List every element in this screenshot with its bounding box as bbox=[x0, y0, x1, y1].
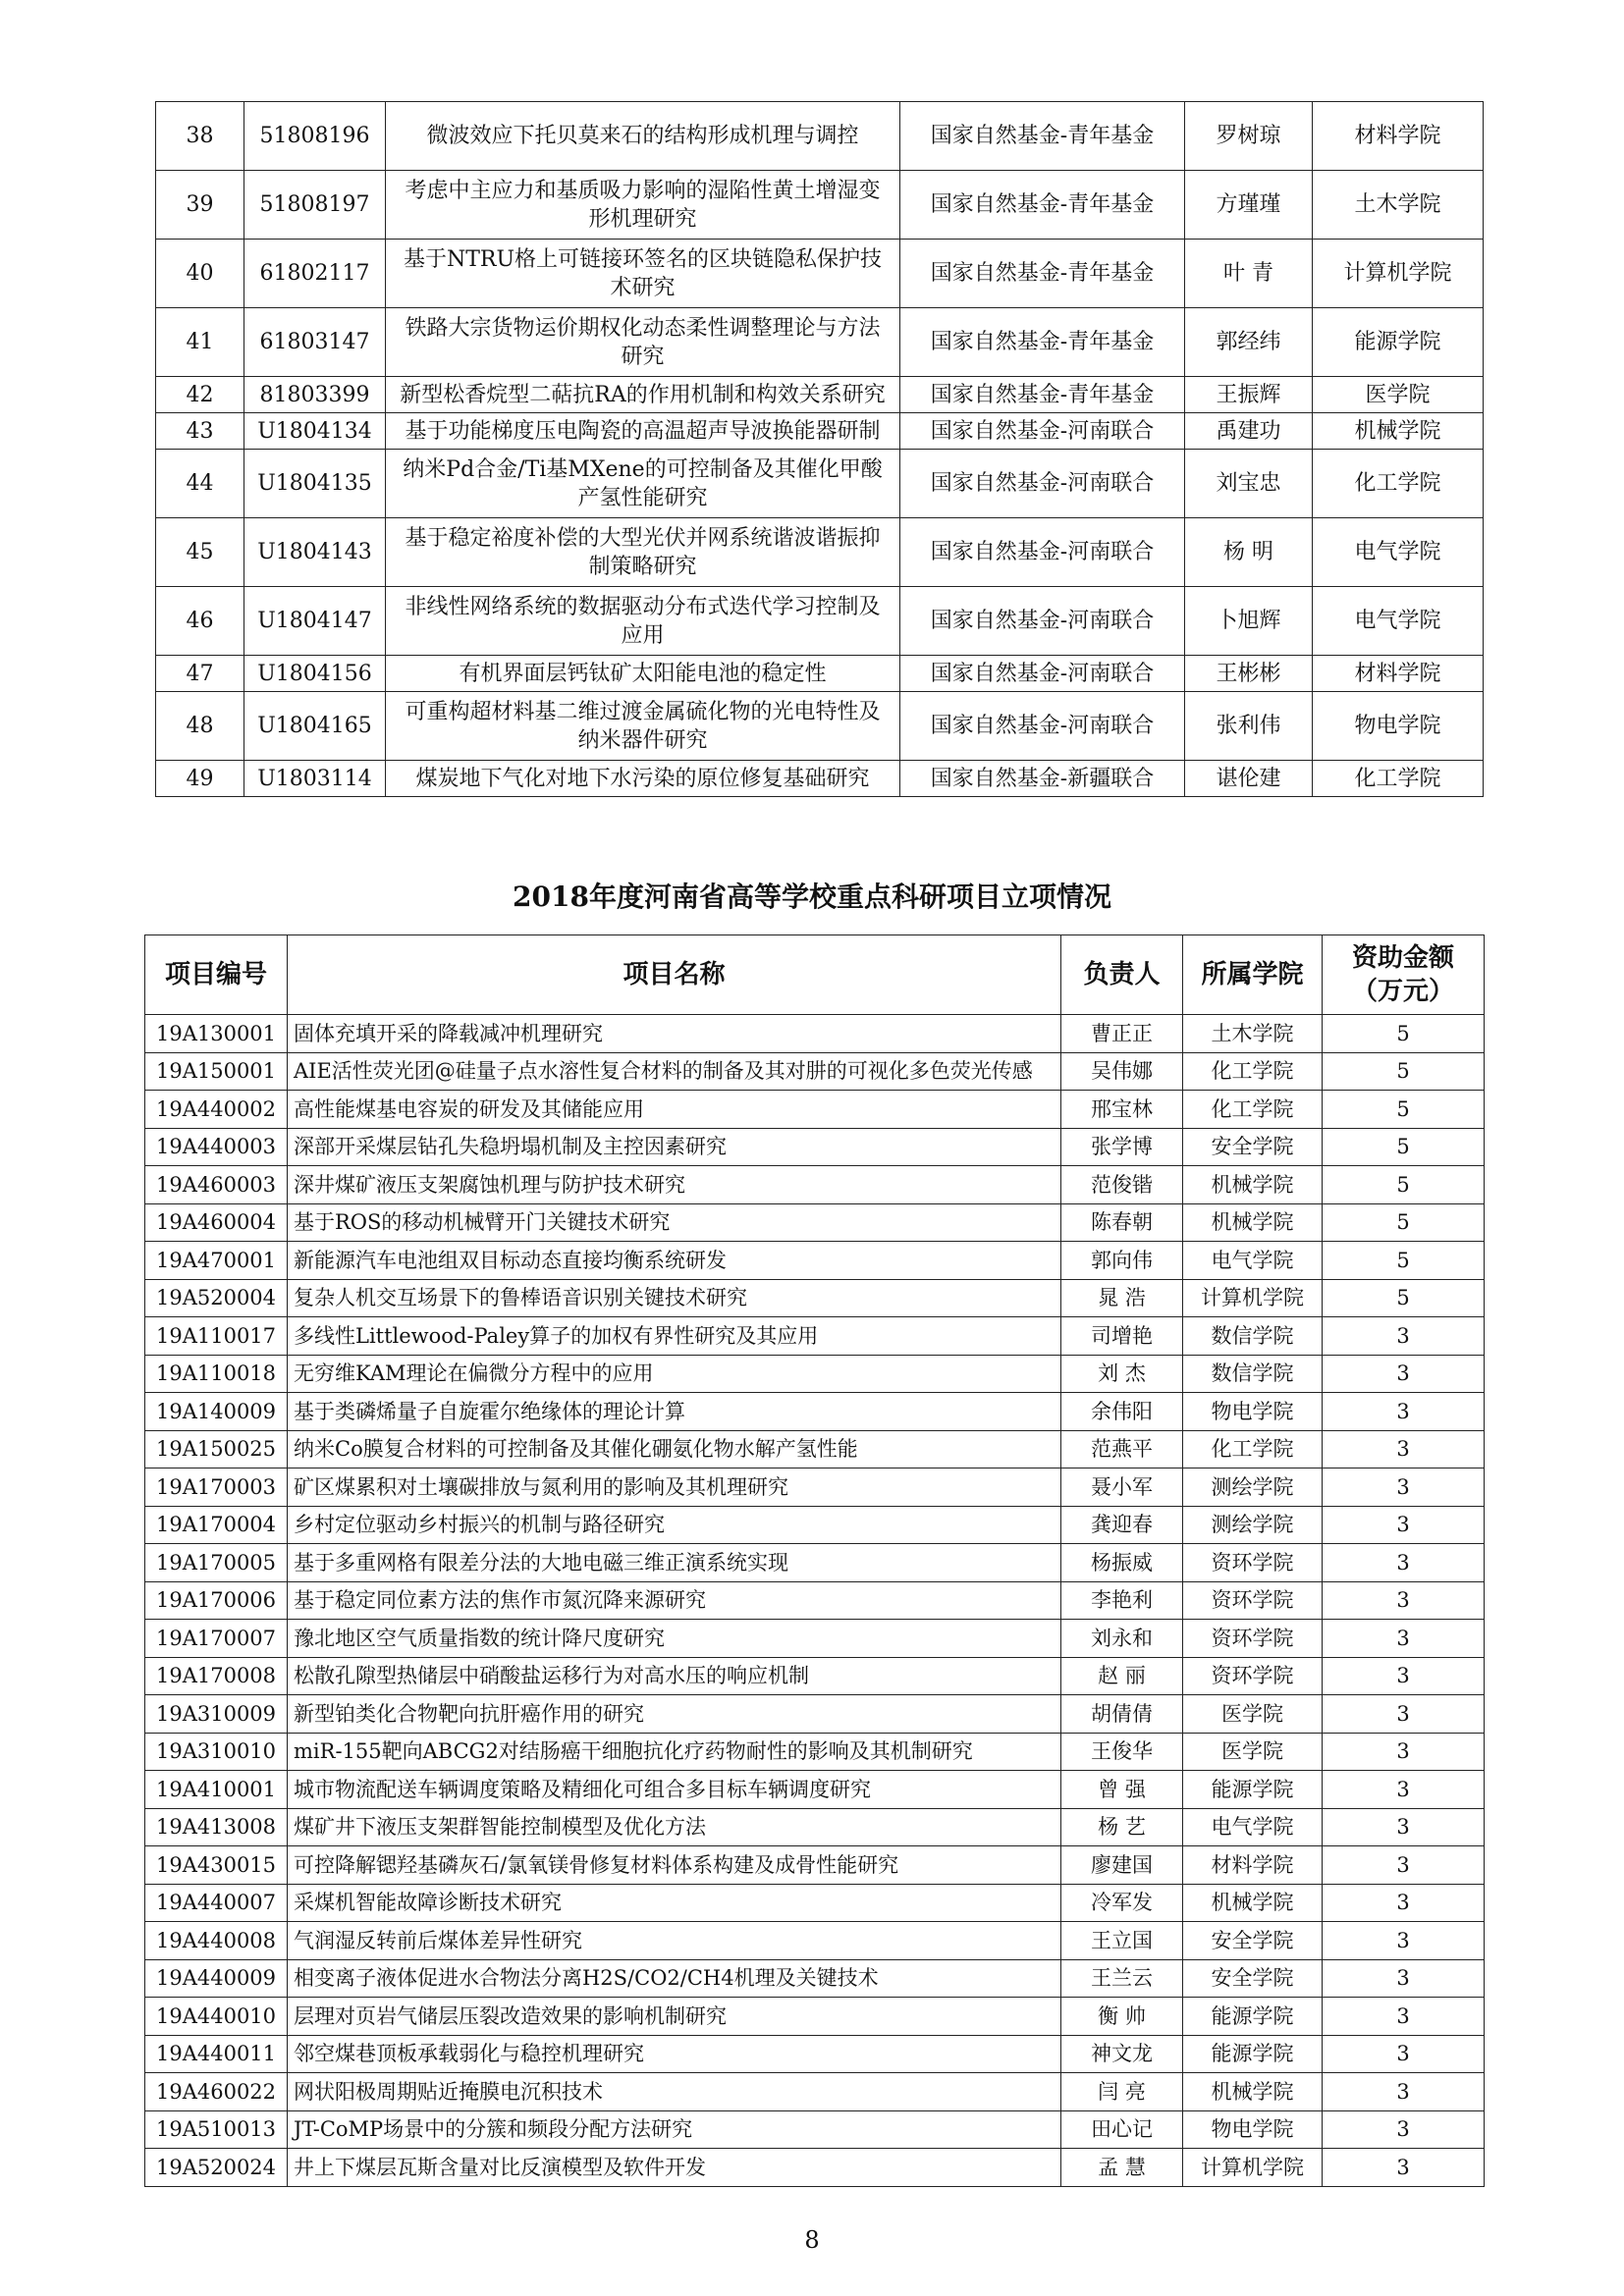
table-row bbox=[145, 1808, 1485, 1846]
project-title: 考虑中主应力和基质吸力影响的湿陷性黄土增湿变形机理研究 bbox=[386, 171, 900, 240]
project-code: 19A430015 bbox=[145, 1846, 288, 1885]
header-row bbox=[145, 935, 1485, 1015]
project-leader: 范俊锴 bbox=[1061, 1166, 1183, 1204]
funding-amount: 3 bbox=[1323, 2035, 1485, 2073]
table-row bbox=[145, 2073, 1485, 2111]
funding-source: 国家自然基金-青年基金 bbox=[900, 377, 1185, 413]
project-title: 基于NTRU格上可链接环签名的区块链隐私保护技术研究 bbox=[386, 240, 900, 308]
project-leader: 王俊华 bbox=[1061, 1733, 1183, 1771]
project-code: 19A310010 bbox=[145, 1733, 288, 1771]
project-title: 新型松香烷型二萜抗RA的作用机制和构效关系研究 bbox=[386, 377, 900, 413]
header-leader: 负责人 bbox=[1061, 935, 1183, 1015]
project-leader: 杨振威 bbox=[1061, 1544, 1183, 1582]
header-code: 项目编号 bbox=[145, 935, 288, 1015]
table-row bbox=[145, 1468, 1485, 1507]
funding-amount: 5 bbox=[1323, 1052, 1485, 1091]
funding-amount: 3 bbox=[1323, 1620, 1485, 1658]
project-code: 19A440002 bbox=[145, 1091, 288, 1129]
table-row bbox=[145, 1771, 1485, 1809]
project-leader: 方瑾瑾 bbox=[1185, 171, 1313, 240]
project-title: 采煤机智能故障诊断技术研究 bbox=[288, 1884, 1061, 1922]
table-row bbox=[145, 1015, 1485, 1053]
funding-source: 国家自然基金-新疆联合 bbox=[900, 761, 1185, 797]
project-leader: 刘 杰 bbox=[1061, 1355, 1183, 1393]
college-name: 电气学院 bbox=[1313, 587, 1484, 656]
table-row bbox=[145, 1544, 1485, 1582]
college-name: 化工学院 bbox=[1313, 450, 1484, 518]
table-row bbox=[145, 1695, 1485, 1734]
college-name: 计算机学院 bbox=[1313, 240, 1484, 308]
project-leader: 衡 帅 bbox=[1061, 1998, 1183, 2036]
funding-amount: 3 bbox=[1323, 1884, 1485, 1922]
college-name: 计算机学院 bbox=[1183, 2149, 1323, 2187]
project-code: 19A170006 bbox=[145, 1581, 288, 1620]
funding-amount: 3 bbox=[1323, 1317, 1485, 1356]
row-number: 48 bbox=[156, 692, 244, 761]
table-row bbox=[145, 1922, 1485, 1960]
funding-amount: 5 bbox=[1323, 1015, 1485, 1053]
row-number: 49 bbox=[156, 761, 244, 797]
table-row bbox=[145, 1998, 1485, 2036]
table-row bbox=[145, 1128, 1485, 1166]
funding-source: 国家自然基金-河南联合 bbox=[900, 656, 1185, 692]
funding-source: 国家自然基金-青年基金 bbox=[900, 308, 1185, 377]
funding-amount: 3 bbox=[1323, 1581, 1485, 1620]
project-title: 邻空煤巷顶板承载弱化与稳控机理研究 bbox=[288, 2035, 1061, 2073]
project-code: 61802117 bbox=[244, 240, 386, 308]
project-code: 19A140009 bbox=[145, 1393, 288, 1431]
header-college: 所属学院 bbox=[1183, 935, 1323, 1015]
funding-amount: 3 bbox=[1323, 2110, 1485, 2149]
college-name: 化工学院 bbox=[1313, 761, 1484, 797]
header-title: 项目名称 bbox=[288, 935, 1061, 1015]
project-code: U1804134 bbox=[244, 413, 386, 450]
project-title: 纳米Co膜复合材料的可控制备及其催化硼氨化物水解产氢性能 bbox=[288, 1430, 1061, 1468]
project-code: 19A460003 bbox=[145, 1166, 288, 1204]
project-title: 豫北地区空气质量指数的统计降尺度研究 bbox=[288, 1620, 1061, 1658]
project-code: 19A110017 bbox=[145, 1317, 288, 1356]
college-name: 医学院 bbox=[1313, 377, 1484, 413]
project-leader: 胡倩倩 bbox=[1061, 1695, 1183, 1734]
table-row bbox=[145, 1166, 1485, 1204]
table-row bbox=[156, 102, 1484, 171]
table-row bbox=[156, 377, 1484, 413]
project-title: 非线性网络系统的数据驱动分布式迭代学习控制及应用 bbox=[386, 587, 900, 656]
project-leader: 余伟阳 bbox=[1061, 1393, 1183, 1431]
project-code: 19A150025 bbox=[145, 1430, 288, 1468]
college-name: 化工学院 bbox=[1183, 1430, 1323, 1468]
funding-amount: 3 bbox=[1323, 1355, 1485, 1393]
project-leader: 王彬彬 bbox=[1185, 656, 1313, 692]
project-leader: 卜旭辉 bbox=[1185, 587, 1313, 656]
funding-amount: 3 bbox=[1323, 1430, 1485, 1468]
project-title: 井上下煤层瓦斯含量对比反演模型及软件开发 bbox=[288, 2149, 1061, 2187]
project-code: 19A440008 bbox=[145, 1922, 288, 1960]
project-title: 基于稳定裕度补偿的大型光伏并网系统谐波谐振抑制策略研究 bbox=[386, 518, 900, 587]
project-code: 19A413008 bbox=[145, 1808, 288, 1846]
project-title: 层理对页岩气储层压裂改造效果的影响机制研究 bbox=[288, 1998, 1061, 2036]
project-title: 网状阳极周期贴近掩膜电沉积技术 bbox=[288, 2073, 1061, 2111]
project-leader: 赵 丽 bbox=[1061, 1657, 1183, 1695]
college-name: 能源学院 bbox=[1313, 308, 1484, 377]
funding-amount: 5 bbox=[1323, 1128, 1485, 1166]
funding-amount: 5 bbox=[1323, 1242, 1485, 1280]
project-code: 81803399 bbox=[244, 377, 386, 413]
college-name: 数信学院 bbox=[1183, 1317, 1323, 1356]
table-row bbox=[145, 1091, 1485, 1129]
college-name: 材料学院 bbox=[1313, 102, 1484, 171]
college-name: 机械学院 bbox=[1183, 1203, 1323, 1242]
project-code: U1804143 bbox=[244, 518, 386, 587]
college-name: 化工学院 bbox=[1183, 1091, 1323, 1129]
project-title: 铁路大宗货物运价期权化动态柔性调整理论与方法研究 bbox=[386, 308, 900, 377]
project-title: 气润湿反转前后煤体差异性研究 bbox=[288, 1922, 1061, 1960]
funding-amount: 3 bbox=[1323, 1771, 1485, 1809]
henan-key-projects-table bbox=[144, 934, 1485, 2187]
funding-amount: 3 bbox=[1323, 1922, 1485, 1960]
row-number: 42 bbox=[156, 377, 244, 413]
project-title: 基于功能梯度压电陶瓷的高温超声导波换能器研制 bbox=[386, 413, 900, 450]
project-title: 煤炭地下气化对地下水污染的原位修复基础研究 bbox=[386, 761, 900, 797]
table-row bbox=[145, 2149, 1485, 2187]
college-name: 化工学院 bbox=[1183, 1052, 1323, 1091]
project-title: 微波效应下托贝莫来石的结构形成机理与调控 bbox=[386, 102, 900, 171]
project-title: 有机界面层钙钛矿太阳能电池的稳定性 bbox=[386, 656, 900, 692]
project-title: 松散孔隙型热储层中硝酸盐运移行为对高水压的响应机制 bbox=[288, 1657, 1061, 1695]
college-name: 电气学院 bbox=[1183, 1242, 1323, 1280]
project-code: 19A170008 bbox=[145, 1657, 288, 1695]
project-code: 19A310009 bbox=[145, 1695, 288, 1734]
project-title: 新型铂类化合物靶向抗肝癌作用的研究 bbox=[288, 1695, 1061, 1734]
project-title: 乡村定位驱动乡村振兴的机制与路径研究 bbox=[288, 1506, 1061, 1544]
project-title: 基于稳定同位素方法的焦作市氮沉降来源研究 bbox=[288, 1581, 1061, 1620]
project-title: 多线性Littlewood-Paley算子的加权有界性研究及其应用 bbox=[288, 1317, 1061, 1356]
college-name: 能源学院 bbox=[1183, 1771, 1323, 1809]
row-number: 46 bbox=[156, 587, 244, 656]
funding-amount: 3 bbox=[1323, 1393, 1485, 1431]
project-leader: 王振辉 bbox=[1185, 377, 1313, 413]
project-title: 城市物流配送车辆调度策略及精细化可组合多目标车辆调度研究 bbox=[288, 1771, 1061, 1809]
project-code: 19A170004 bbox=[145, 1506, 288, 1544]
project-title: 可重构超材料基二维过渡金属硫化物的光电特性及纳米器件研究 bbox=[386, 692, 900, 761]
college-name: 物电学院 bbox=[1183, 2110, 1323, 2149]
row-number: 45 bbox=[156, 518, 244, 587]
row-number: 40 bbox=[156, 240, 244, 308]
college-name: 资环学院 bbox=[1183, 1581, 1323, 1620]
project-title: 固体充填开采的降载减冲机理研究 bbox=[288, 1015, 1061, 1053]
project-leader: 司增艳 bbox=[1061, 1317, 1183, 1356]
nsfc-projects-table bbox=[155, 101, 1484, 797]
project-code: 19A170003 bbox=[145, 1468, 288, 1507]
project-code: 19A470001 bbox=[145, 1242, 288, 1280]
project-leader: 罗树琼 bbox=[1185, 102, 1313, 171]
funding-source: 国家自然基金-河南联合 bbox=[900, 692, 1185, 761]
project-leader: 范燕平 bbox=[1061, 1430, 1183, 1468]
table-row bbox=[156, 518, 1484, 587]
college-name: 电气学院 bbox=[1313, 518, 1484, 587]
project-code: 19A170007 bbox=[145, 1620, 288, 1658]
project-title: 深部开采煤层钻孔失稳坍塌机制及主控因素研究 bbox=[288, 1128, 1061, 1166]
project-code: 61803147 bbox=[244, 308, 386, 377]
project-code: 19A440011 bbox=[145, 2035, 288, 2073]
project-code: 19A520024 bbox=[145, 2149, 288, 2187]
table-row bbox=[145, 1884, 1485, 1922]
row-number: 38 bbox=[156, 102, 244, 171]
funding-amount: 3 bbox=[1323, 1695, 1485, 1734]
project-code: 19A440007 bbox=[145, 1884, 288, 1922]
funding-amount: 3 bbox=[1323, 1506, 1485, 1544]
project-leader: 曹正正 bbox=[1061, 1015, 1183, 1053]
project-code: 19A510013 bbox=[145, 2110, 288, 2149]
project-leader: 刘永和 bbox=[1061, 1620, 1183, 1658]
funding-amount: 3 bbox=[1323, 1657, 1485, 1695]
project-title: 基于类磷烯量子自旋霍尔绝缘体的理论计算 bbox=[288, 1393, 1061, 1431]
funding-amount: 3 bbox=[1323, 1846, 1485, 1885]
project-code: 19A110018 bbox=[145, 1355, 288, 1393]
college-name: 机械学院 bbox=[1183, 2073, 1323, 2111]
project-title: 矿区煤累积对土壤碳排放与氮利用的影响及其机理研究 bbox=[288, 1468, 1061, 1507]
college-name: 测绘学院 bbox=[1183, 1506, 1323, 1544]
project-title: 新能源汽车电池组双目标动态直接均衡系统研发 bbox=[288, 1242, 1061, 1280]
college-name: 能源学院 bbox=[1183, 1998, 1323, 2036]
project-title: 无穷维KAM理论在偏微分方程中的应用 bbox=[288, 1355, 1061, 1393]
college-name: 安全学院 bbox=[1183, 1128, 1323, 1166]
project-leader: 田心记 bbox=[1061, 2110, 1183, 2149]
table-row bbox=[145, 1846, 1485, 1885]
funding-amount: 3 bbox=[1323, 2073, 1485, 2111]
project-leader: 王立国 bbox=[1061, 1922, 1183, 1960]
table-row bbox=[145, 1052, 1485, 1091]
project-title: JT-CoMP场景中的分簇和频段分配方法研究 bbox=[288, 2110, 1061, 2149]
college-name: 安全学院 bbox=[1183, 1959, 1323, 1998]
college-name: 资环学院 bbox=[1183, 1544, 1323, 1582]
project-title: 高性能煤基电容炭的研发及其储能应用 bbox=[288, 1091, 1061, 1129]
table-row bbox=[145, 1506, 1485, 1544]
table-row bbox=[145, 1393, 1485, 1431]
college-name: 物电学院 bbox=[1183, 1393, 1323, 1431]
project-leader: 邢宝林 bbox=[1061, 1091, 1183, 1129]
project-code: U1804156 bbox=[244, 656, 386, 692]
project-leader: 谌伦建 bbox=[1185, 761, 1313, 797]
college-name: 电气学院 bbox=[1183, 1808, 1323, 1846]
row-number: 39 bbox=[156, 171, 244, 240]
table-row bbox=[156, 587, 1484, 656]
college-name: 土木学院 bbox=[1183, 1015, 1323, 1053]
project-leader: 禹建功 bbox=[1185, 413, 1313, 450]
project-leader: 郭向伟 bbox=[1061, 1242, 1183, 1280]
funding-amount: 5 bbox=[1323, 1203, 1485, 1242]
project-code: 19A440010 bbox=[145, 1998, 288, 2036]
table-row bbox=[145, 1317, 1485, 1356]
funding-amount: 3 bbox=[1323, 1733, 1485, 1771]
table-row bbox=[156, 240, 1484, 308]
funding-amount: 3 bbox=[1323, 1998, 1485, 2036]
funding-source: 国家自然基金-河南联合 bbox=[900, 413, 1185, 450]
funding-source: 国家自然基金-河南联合 bbox=[900, 450, 1185, 518]
row-number: 41 bbox=[156, 308, 244, 377]
college-name: 物电学院 bbox=[1313, 692, 1484, 761]
college-name: 医学院 bbox=[1183, 1733, 1323, 1771]
project-leader: 刘宝忠 bbox=[1185, 450, 1313, 518]
project-title: AIE活性荧光团@硅量子点水溶性复合材料的制备及其对肼的可视化多色荧光传感 bbox=[288, 1052, 1061, 1091]
funding-amount: 3 bbox=[1323, 1808, 1485, 1846]
project-leader: 杨 艺 bbox=[1061, 1808, 1183, 1846]
funding-source: 国家自然基金-河南联合 bbox=[900, 587, 1185, 656]
table-row bbox=[145, 2035, 1485, 2073]
college-name: 能源学院 bbox=[1183, 2035, 1323, 2073]
table-row bbox=[156, 656, 1484, 692]
project-title: miR-155靶向ABCG2对结肠癌干细胞抗化疗药物耐性的影响及其机制研究 bbox=[288, 1733, 1061, 1771]
project-code: 19A440009 bbox=[145, 1959, 288, 1998]
project-leader: 曾 强 bbox=[1061, 1771, 1183, 1809]
funding-amount: 3 bbox=[1323, 1959, 1485, 1998]
project-title: 煤矿井下液压支架群智能控制模型及优化方法 bbox=[288, 1808, 1061, 1846]
row-number: 44 bbox=[156, 450, 244, 518]
college-name: 机械学院 bbox=[1183, 1884, 1323, 1922]
table-row bbox=[156, 171, 1484, 240]
project-title: 复杂人机交互场景下的鲁棒语音识别关键技术研究 bbox=[288, 1279, 1061, 1317]
funding-source: 国家自然基金-青年基金 bbox=[900, 171, 1185, 240]
project-leader: 郭经纬 bbox=[1185, 308, 1313, 377]
table-row bbox=[156, 761, 1484, 797]
project-code: U1804135 bbox=[244, 450, 386, 518]
college-name: 计算机学院 bbox=[1183, 1279, 1323, 1317]
college-name: 安全学院 bbox=[1183, 1922, 1323, 1960]
table-row bbox=[145, 1430, 1485, 1468]
funding-amount: 3 bbox=[1323, 1544, 1485, 1582]
table-row bbox=[145, 1620, 1485, 1658]
project-title: 深井煤矿液压支架腐蚀机理与防护技术研究 bbox=[288, 1166, 1061, 1204]
project-code: U1804147 bbox=[244, 587, 386, 656]
table-row bbox=[156, 413, 1484, 450]
table-row bbox=[145, 1242, 1485, 1280]
college-name: 机械学院 bbox=[1313, 413, 1484, 450]
row-number: 47 bbox=[156, 656, 244, 692]
table-row bbox=[145, 1279, 1485, 1317]
project-code: U1803114 bbox=[244, 761, 386, 797]
college-name: 机械学院 bbox=[1183, 1166, 1323, 1204]
project-code: 51808197 bbox=[244, 171, 386, 240]
project-leader: 王兰云 bbox=[1061, 1959, 1183, 1998]
college-name: 测绘学院 bbox=[1183, 1468, 1323, 1507]
college-name: 材料学院 bbox=[1183, 1846, 1323, 1885]
funding-amount: 5 bbox=[1323, 1166, 1485, 1204]
table-row bbox=[156, 692, 1484, 761]
funding-source: 国家自然基金-青年基金 bbox=[900, 240, 1185, 308]
project-leader: 廖建国 bbox=[1061, 1846, 1183, 1885]
project-code: 19A170005 bbox=[145, 1544, 288, 1582]
project-code: 19A130001 bbox=[145, 1015, 288, 1053]
funding-amount: 5 bbox=[1323, 1091, 1485, 1129]
section-title: 2018年度河南省高等学校重点科研项目立项情况 bbox=[513, 881, 1111, 913]
project-code: 19A440003 bbox=[145, 1128, 288, 1166]
project-leader: 聂小军 bbox=[1061, 1468, 1183, 1507]
project-leader: 叶 青 bbox=[1185, 240, 1313, 308]
row-number: 43 bbox=[156, 413, 244, 450]
table-row bbox=[156, 308, 1484, 377]
college-name: 资环学院 bbox=[1183, 1620, 1323, 1658]
project-leader: 李艳利 bbox=[1061, 1581, 1183, 1620]
funding-amount: 3 bbox=[1323, 1468, 1485, 1507]
project-leader: 冷军发 bbox=[1061, 1884, 1183, 1922]
project-leader: 陈春朝 bbox=[1061, 1203, 1183, 1242]
project-code: 19A460004 bbox=[145, 1203, 288, 1242]
funding-amount: 3 bbox=[1323, 2149, 1485, 2187]
project-leader: 孟 慧 bbox=[1061, 2149, 1183, 2187]
college-name: 资环学院 bbox=[1183, 1657, 1323, 1695]
project-title: 基于ROS的移动机械臂开门关键技术研究 bbox=[288, 1203, 1061, 1242]
college-name: 医学院 bbox=[1183, 1695, 1323, 1734]
project-leader: 杨 明 bbox=[1185, 518, 1313, 587]
table-row bbox=[145, 1733, 1485, 1771]
project-code: 19A460022 bbox=[145, 2073, 288, 2111]
project-leader: 晁 浩 bbox=[1061, 1279, 1183, 1317]
project-leader: 张利伟 bbox=[1185, 692, 1313, 761]
header-funding: 资助金额（万元） bbox=[1323, 935, 1485, 1015]
funding-source: 国家自然基金-青年基金 bbox=[900, 102, 1185, 171]
project-leader: 龚迎春 bbox=[1061, 1506, 1183, 1544]
table-row bbox=[156, 450, 1484, 518]
project-leader: 闫 亮 bbox=[1061, 2073, 1183, 2111]
table-row bbox=[145, 1355, 1485, 1393]
table-row bbox=[145, 1581, 1485, 1620]
project-leader: 吴伟娜 bbox=[1061, 1052, 1183, 1091]
table-row bbox=[145, 2110, 1485, 2149]
project-code: U1804165 bbox=[244, 692, 386, 761]
table-row bbox=[145, 1657, 1485, 1695]
page-number: 8 bbox=[804, 2226, 820, 2254]
funding-source: 国家自然基金-河南联合 bbox=[900, 518, 1185, 587]
project-code: 19A410001 bbox=[145, 1771, 288, 1809]
project-code: 51808196 bbox=[244, 102, 386, 171]
project-code: 19A520004 bbox=[145, 1279, 288, 1317]
project-code: 19A150001 bbox=[145, 1052, 288, 1091]
project-title: 基于多重网格有限差分法的大地电磁三维正演系统实现 bbox=[288, 1544, 1061, 1582]
project-title: 纳米Pd合金/Ti基MXene的可控制备及其催化甲酸产氢性能研究 bbox=[386, 450, 900, 518]
college-name: 数信学院 bbox=[1183, 1355, 1323, 1393]
college-name: 材料学院 bbox=[1313, 656, 1484, 692]
project-leader: 神文龙 bbox=[1061, 2035, 1183, 2073]
project-title: 可控降解锶羟基磷灰石/氯氧镁骨修复材料体系构建及成骨性能研究 bbox=[288, 1846, 1061, 1885]
project-title: 相变离子液体促进水合物法分离H2S/CO2/CH4机理及关键技术 bbox=[288, 1959, 1061, 1998]
table-row bbox=[145, 1959, 1485, 1998]
funding-amount: 5 bbox=[1323, 1279, 1485, 1317]
college-name: 土木学院 bbox=[1313, 171, 1484, 240]
project-leader: 张学博 bbox=[1061, 1128, 1183, 1166]
table-row bbox=[145, 1203, 1485, 1242]
